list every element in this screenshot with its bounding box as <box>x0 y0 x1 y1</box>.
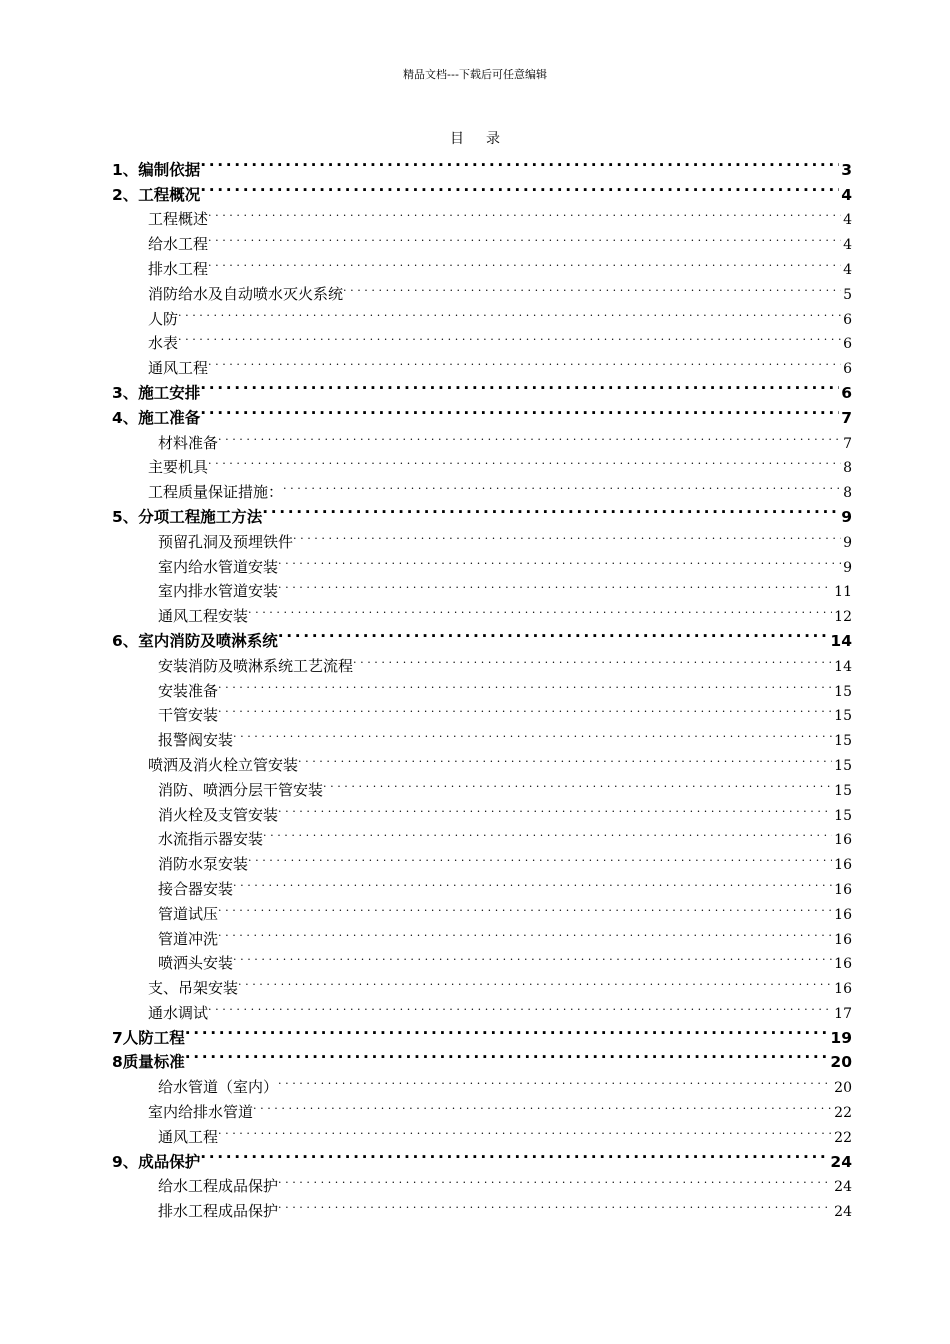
toc-dot-leader <box>218 919 832 944</box>
toc-section-entry[interactable] <box>112 1043 852 1072</box>
toc-entry-label: 水表 <box>148 334 179 353</box>
toc-entry-label: 安装消防及喷淋系统工艺流程 <box>158 656 354 675</box>
toc-entry-label: 消防、喷洒分层干管安装 <box>158 780 324 799</box>
toc-page-number: 5 <box>843 286 852 303</box>
toc-page-number: 9 <box>841 507 852 526</box>
toc-subsection-entry[interactable] <box>112 200 852 229</box>
toc-entry-label: 预留孔洞及预埋铁件 <box>158 532 294 551</box>
toc-page-number: 14 <box>830 631 852 650</box>
toc-dot-leader <box>208 249 841 274</box>
toc-section-entry[interactable] <box>112 1018 852 1047</box>
toc-page-number: 17 <box>834 1005 852 1022</box>
toc-entry-label: 8质量标准 <box>112 1053 185 1072</box>
toc-dot-leader <box>218 1117 832 1142</box>
toc-page-number: 15 <box>834 782 852 799</box>
toc-entry-label: 材料准备 <box>158 433 219 452</box>
toc-dot-leader <box>353 646 832 671</box>
toc-entry-label: 接合器安装 <box>158 879 234 898</box>
toc-section-entry[interactable] <box>112 1142 852 1171</box>
toc-page-number: 4 <box>843 237 852 254</box>
toc-dot-leader <box>200 373 839 398</box>
toc-entry-label: 干管安装 <box>158 706 219 725</box>
toc-dot-leader <box>208 348 841 373</box>
toc-entry-label: 主要机具 <box>148 458 209 477</box>
toc-subsection-entry[interactable] <box>112 224 852 254</box>
toc-entry-label: 6、室内消防及喷淋系统 <box>112 631 278 650</box>
toc-page-number: 12 <box>834 609 852 626</box>
toc-dot-leader <box>218 696 832 721</box>
toc-dot-leader <box>208 200 841 225</box>
toc-entry-label: 消火栓及支管安装 <box>158 805 279 824</box>
toc-subsection-entry[interactable] <box>112 472 852 502</box>
toc-subsection-entry[interactable] <box>112 324 852 353</box>
toc-entry-label: 2、工程概况 <box>112 185 201 204</box>
toc-dot-leader <box>278 547 841 572</box>
toc-page-number: 20 <box>830 1053 852 1072</box>
toc-dot-leader <box>278 1191 832 1216</box>
toc-page-number: 16 <box>834 956 852 973</box>
toc-dot-leader <box>283 472 841 497</box>
toc-entry-label: 消防给水及自动喷水灭火系统 <box>148 284 344 303</box>
toc-section-entry[interactable] <box>112 150 852 179</box>
toc-entry-label: 4、施工准备 <box>112 408 201 427</box>
toc-dot-leader <box>200 1142 828 1167</box>
toc-dot-leader <box>278 795 832 820</box>
toc-dot-leader <box>278 1067 832 1092</box>
toc-dot-leader <box>293 522 841 547</box>
toc-entry-label: 室内排水管道安装 <box>158 582 279 601</box>
toc-page-number: 19 <box>830 1028 852 1047</box>
toc-page-number: 15 <box>834 733 852 750</box>
toc-entry-label: 室内给水管道安装 <box>158 557 279 576</box>
toc-dot-leader <box>248 844 832 869</box>
toc-subsection-entry[interactable] <box>112 894 852 923</box>
toc-dot-leader <box>185 1018 829 1043</box>
toc-section-entry[interactable] <box>112 175 852 204</box>
toc-subsection-entry[interactable] <box>112 696 852 725</box>
toc-entry-label: 排水工程 <box>148 259 209 278</box>
toc-dot-leader <box>185 1043 829 1068</box>
toc-entry-label: 喷洒及消火栓立管安装 <box>148 755 299 774</box>
toc-subsection-entry[interactable] <box>112 299 852 328</box>
toc-entry-label: 喷洒头安装 <box>158 954 234 973</box>
toc-subsection-entry[interactable] <box>112 448 852 477</box>
toc-dot-leader <box>262 497 839 522</box>
toc-page-number: 4 <box>843 261 852 278</box>
toc-entry-label: 工程质量保证措施： <box>148 483 284 502</box>
toc-entry-label: 水流指示器安装 <box>158 830 264 849</box>
toc-entry-label: 通水调试 <box>148 1003 209 1022</box>
toc-entry-label: 3、施工安排 <box>112 383 201 402</box>
toc-entry-label: 1、编制依据 <box>112 160 201 179</box>
toc-dot-leader <box>278 1167 832 1192</box>
toc-dot-leader <box>178 299 841 324</box>
toc-dot-leader <box>278 572 832 597</box>
toc-entry-label: 5、分项工程施工方法 <box>112 507 263 526</box>
toc-dot-leader <box>208 224 841 249</box>
toc-page-number: 4 <box>841 185 852 204</box>
toc-dot-leader <box>200 150 839 175</box>
toc-dot-leader <box>218 423 841 448</box>
table-of-contents <box>112 150 852 1221</box>
toc-subsection-entry[interactable] <box>112 274 852 303</box>
toc-page-number: 4 <box>843 212 852 229</box>
toc-dot-leader <box>233 944 832 969</box>
toc-dot-leader <box>200 398 839 423</box>
toc-entry-label: 9、成品保护 <box>112 1152 201 1171</box>
toc-page-number: 16 <box>834 981 852 998</box>
toc-title: 目录 <box>450 131 522 147</box>
toc-entry-label: 通风工程 <box>148 359 209 378</box>
toc-entry-label: 安装准备 <box>158 681 219 700</box>
toc-page-number: 16 <box>834 881 852 898</box>
toc-page-number: 15 <box>834 807 852 824</box>
toc-dot-leader <box>200 175 839 200</box>
toc-dot-leader <box>298 745 832 770</box>
toc-page-number: 9 <box>843 559 852 576</box>
toc-dot-leader <box>343 274 841 299</box>
toc-subsection-entry[interactable] <box>112 919 852 948</box>
toc-section-entry[interactable] <box>112 373 852 402</box>
toc-page-number: 7 <box>841 408 852 427</box>
toc-dot-leader <box>218 894 832 919</box>
toc-dot-leader <box>233 720 832 745</box>
toc-page-number: 3 <box>841 160 852 179</box>
toc-page-number: 9 <box>843 534 852 551</box>
toc-entry-label: 人防 <box>148 309 179 328</box>
toc-subsection-entry[interactable] <box>112 1117 852 1146</box>
toc-entry-label: 报警阀安装 <box>158 731 234 750</box>
toc-page-number: 7 <box>843 435 852 452</box>
toc-entry-label: 管道冲洗 <box>158 929 219 948</box>
toc-page-number: 6 <box>843 361 852 378</box>
toc-page-number: 8 <box>843 485 852 502</box>
toc-page-number: 11 <box>834 584 852 601</box>
toc-page-number: 20 <box>834 1080 852 1097</box>
toc-page-number: 22 <box>834 1105 852 1122</box>
toc-page-number: 8 <box>843 460 852 477</box>
toc-dot-leader <box>208 993 832 1018</box>
toc-page-number: 24 <box>830 1152 852 1171</box>
toc-entry-label: 管道试压 <box>158 904 219 923</box>
toc-entry-label: 给水管道（室内） <box>158 1078 279 1097</box>
toc-entry-label: 消防水泵安装 <box>158 855 249 874</box>
toc-page-number: 16 <box>834 906 852 923</box>
toc-dot-leader <box>278 621 829 646</box>
toc-section-entry[interactable] <box>112 398 852 427</box>
toc-entry-label: 室内给排水管道 <box>148 1103 254 1122</box>
toc-subsection-entry[interactable] <box>112 944 852 973</box>
toc-dot-leader <box>233 869 832 894</box>
toc-page-number: 15 <box>834 757 852 774</box>
toc-page-number: 15 <box>834 708 852 725</box>
toc-dot-leader <box>248 596 832 621</box>
toc-subsection-entry[interactable] <box>112 993 852 1022</box>
toc-dot-leader <box>208 448 841 473</box>
toc-entry-label: 通风工程安装 <box>158 607 249 626</box>
toc-entry-label: 支、吊架安装 <box>148 979 239 998</box>
toc-entry-label: 给水工程成品保护 <box>158 1177 279 1196</box>
toc-subsection-entry[interactable] <box>112 1067 852 1097</box>
toc-entry-label: 7人防工程 <box>112 1028 185 1047</box>
toc-page-number: 24 <box>834 1179 852 1196</box>
toc-page-number: 16 <box>834 857 852 874</box>
page-header: 精品文档---下载后可任意编辑 <box>403 68 547 81</box>
toc-page-number: 6 <box>843 311 852 328</box>
toc-dot-leader <box>263 820 832 845</box>
toc-subsection-entry[interactable] <box>112 348 852 378</box>
toc-page-number: 6 <box>843 336 852 353</box>
toc-subsection-entry[interactable] <box>112 423 852 452</box>
toc-subsection-entry[interactable] <box>112 720 852 750</box>
toc-page-number: 22 <box>834 1129 852 1146</box>
toc-page-number: 16 <box>834 931 852 948</box>
toc-dot-leader <box>178 324 841 349</box>
toc-dot-leader <box>323 770 832 795</box>
toc-entry-label: 排水工程成品保护 <box>158 1202 279 1221</box>
toc-page-number: 15 <box>834 683 852 700</box>
toc-dot-leader <box>218 671 832 696</box>
toc-entry-label: 工程概述 <box>148 210 209 229</box>
toc-entry-label: 通风工程 <box>158 1127 219 1146</box>
toc-dot-leader <box>253 1092 832 1117</box>
toc-page-number: 14 <box>834 658 852 675</box>
toc-dot-leader <box>238 968 832 993</box>
toc-entry-label: 给水工程 <box>148 235 209 254</box>
toc-page-number: 24 <box>834 1204 852 1221</box>
toc-subsection-entry[interactable] <box>112 1167 852 1196</box>
toc-subsection-entry[interactable] <box>112 671 852 700</box>
toc-page-number: 16 <box>834 832 852 849</box>
toc-page-number: 6 <box>841 383 852 402</box>
toc-subsection-entry[interactable] <box>112 249 852 278</box>
